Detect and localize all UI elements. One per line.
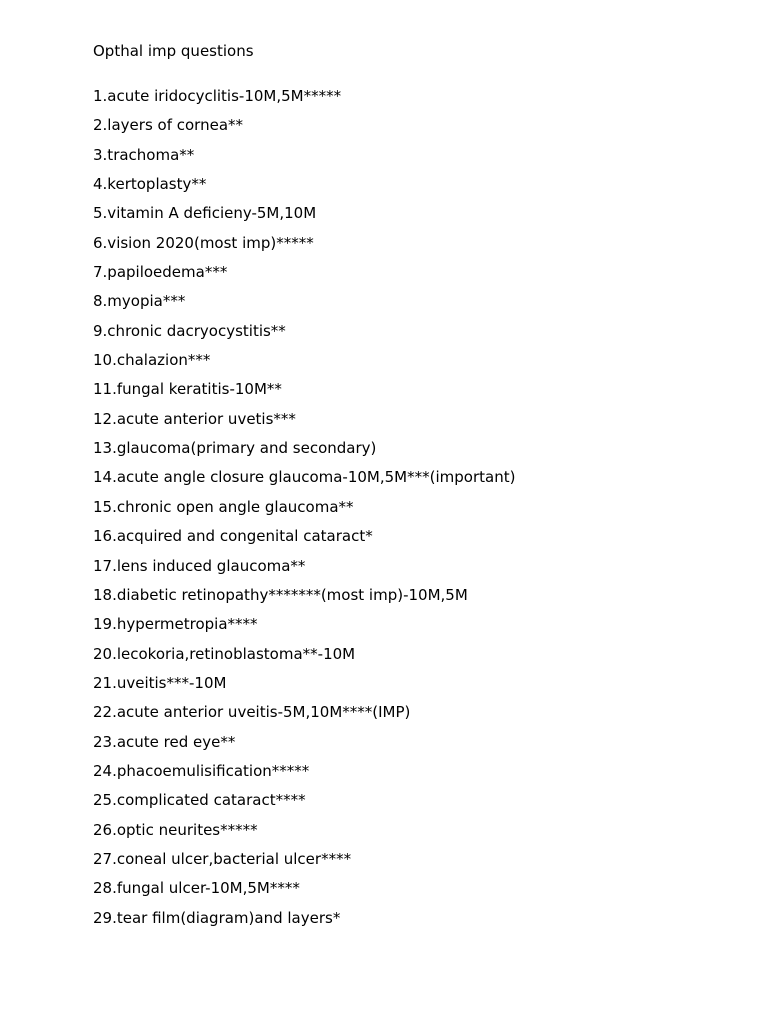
question-item: 13.glaucoma(primary and secondary) — [93, 439, 377, 458]
question-item: 28.fungal ulcer-10M,5M**** — [93, 879, 300, 898]
question-item: 27.coneal ulcer,bacterial ulcer**** — [93, 849, 352, 868]
question-item: 14.acute angle closure glaucoma-10M,5M***(important) — [93, 468, 516, 487]
document-title: Opthal imp questions — [93, 42, 254, 60]
question-item: 3.trachoma** — [93, 145, 195, 164]
question-item: 12.acute anterior uvetis*** — [93, 409, 296, 428]
question-item: 9.chronic dacryocystitis** — [93, 321, 286, 340]
question-item: 11.fungal keratitis-10M** — [93, 380, 282, 399]
question-item: 25.complicated cataract**** — [93, 791, 306, 810]
question-item: 5.vitamin A deficieny-5M,10M — [93, 204, 317, 223]
question-item: 18.diabetic retinopathy*******(most imp)-10M,5M — [93, 585, 468, 604]
question-item: 24.phacoemulisification***** — [93, 761, 310, 780]
question-item: 6.vision 2020(most imp)***** — [93, 233, 314, 252]
question-item: 20.lecokoria,retinoblastoma**-10M — [93, 644, 356, 663]
question-item: 15.chronic open angle glaucoma** — [93, 497, 354, 516]
question-item: 2.layers of cornea** — [93, 116, 244, 135]
question-item: 19.hypermetropia**** — [93, 615, 258, 634]
question-item: 8.myopia*** — [93, 292, 186, 311]
question-item: 16.acquired and congenital cataract* — [93, 527, 373, 546]
question-list — [93, 87, 515, 938]
question-item: 26.optic neurites***** — [93, 820, 258, 839]
question-item: 22.acute anterior uveitis-5M,10M****(IMP) — [93, 703, 411, 722]
question-item: 1.acute iridocyclitis-10M,5M***** — [93, 87, 342, 105]
question-item: 29.tear film(diagram)and layers* — [93, 908, 341, 927]
question-item: 17.lens induced glaucoma** — [93, 556, 306, 575]
question-item: 10.chalazion*** — [93, 351, 211, 370]
question-item: 23.acute red eye** — [93, 732, 236, 751]
question-item: 7.papiloedema*** — [93, 263, 228, 282]
question-item: 4.kertoplasty** — [93, 175, 207, 194]
question-item: 21.uveitis***-10M — [93, 673, 227, 692]
